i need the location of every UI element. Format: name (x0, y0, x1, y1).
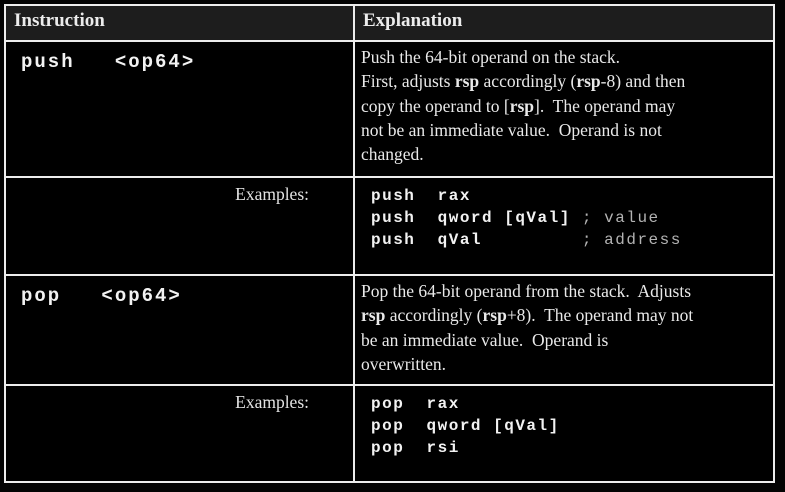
code-line (371, 207, 772, 229)
instruction-code: push <op64> (21, 51, 196, 73)
text-segment: -8) and then (600, 71, 686, 92)
table-row (5, 41, 774, 177)
text-segment: rsp (482, 305, 507, 326)
examples-code-cell (354, 177, 774, 275)
code-line (371, 393, 772, 415)
code-line (371, 415, 772, 437)
text-segment: overwritten. (361, 353, 447, 374)
explanation-line (361, 45, 768, 69)
explanation-cell (354, 41, 774, 177)
table-row (5, 275, 774, 385)
text-segment: push qVal (371, 231, 483, 249)
code-line (371, 229, 772, 251)
explanation-line (361, 118, 768, 142)
text-segment: push qword [qVal] (371, 209, 571, 227)
instruction-cell (5, 41, 354, 177)
explanation-line (361, 142, 768, 166)
text-segment: pop rax (371, 395, 460, 413)
text-segment: accordingly ( (479, 71, 577, 92)
code-block (356, 387, 772, 459)
text-segment: rsp (454, 71, 480, 92)
instruction-table (4, 4, 775, 483)
explanation-line (361, 303, 768, 327)
instruction-cell (5, 275, 354, 385)
text-segment: not be an immediate value. Operand is not (361, 119, 662, 140)
explanation-line (361, 69, 768, 93)
text-segment: accordingly ( (385, 305, 483, 326)
explanation-line (361, 352, 768, 376)
code-line (371, 185, 772, 207)
text-segment: +8). The operand may not (506, 305, 694, 326)
text-segment: rsp (361, 305, 386, 326)
text-segment: First, adjusts (361, 71, 455, 92)
table-header-row (5, 5, 774, 41)
column-header-explanation: Explanation (354, 5, 774, 41)
explanation-cell (354, 275, 774, 385)
text-segment: push rax (371, 187, 471, 205)
explanation-line (361, 94, 768, 118)
text-segment: be an immediate value. Operand is (361, 329, 609, 350)
explanation-line (361, 328, 768, 352)
text-segment: changed. (361, 144, 424, 165)
table-row (5, 385, 774, 482)
text-segment: pop rsi (371, 439, 460, 457)
text-segment: ; value (570, 209, 660, 227)
text-segment: Pop the 64-bit operand from the stack. Adjusts (361, 281, 692, 301)
column-header-instruction: Instruction (5, 5, 354, 41)
text-segment: ; address (482, 231, 682, 249)
text-segment: ]. The operand may (534, 95, 676, 116)
instruction-code: pop <op64> (21, 285, 182, 307)
code-line (371, 437, 772, 459)
text-segment: rsp (509, 95, 535, 116)
text-segment: copy the operand to [ (361, 95, 510, 116)
explanation-line (361, 279, 768, 303)
text-segment: rsp (576, 71, 601, 92)
examples-label-cell: Examples: (5, 385, 354, 482)
text-segment: pop qword [qVal] (371, 417, 560, 435)
examples-label-cell: Examples: (5, 177, 354, 275)
text-segment: Push the 64-bit operand on the stack. (361, 47, 621, 67)
table-row (5, 177, 774, 275)
code-block (356, 179, 772, 251)
examples-code-cell (354, 385, 774, 482)
